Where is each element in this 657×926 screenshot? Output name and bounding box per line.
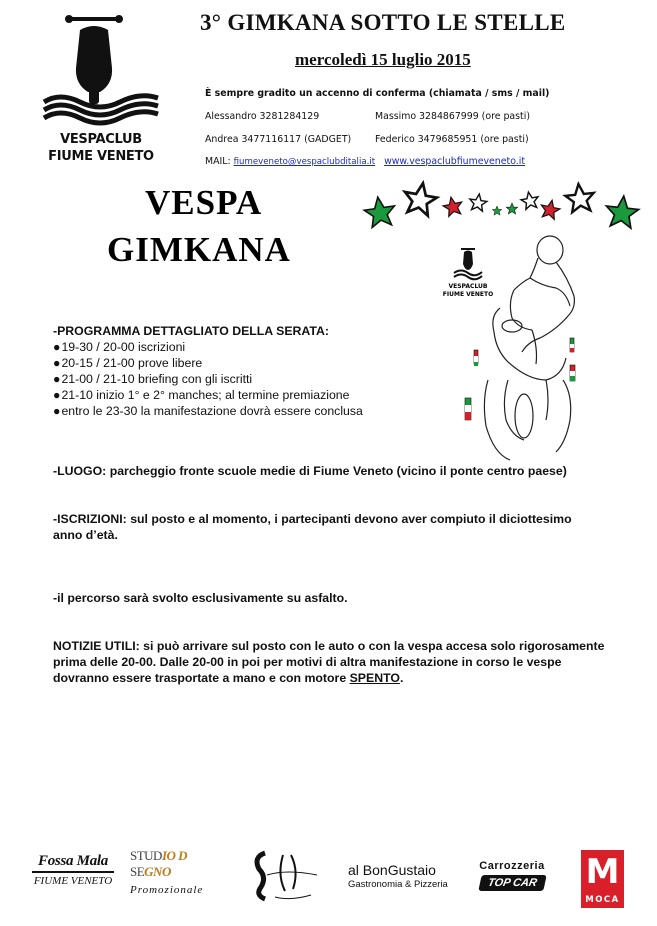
topcar-badge: TOP CAR bbox=[478, 875, 546, 891]
fossa-mala-title: Fossa Mala bbox=[38, 853, 108, 869]
sponsor-topcar bbox=[470, 860, 554, 891]
flag-pole-icon bbox=[570, 338, 574, 352]
program-item: ●entro le 23-30 la manifestazione dovrà essere conclusa bbox=[53, 404, 363, 418]
mail-link[interactable]: fiumeveneto@vespaclubditalia.it bbox=[233, 157, 376, 167]
vespa-logo-icon bbox=[40, 10, 162, 130]
divider bbox=[32, 871, 114, 873]
star-icon bbox=[539, 198, 561, 220]
sponsor-studio: STUDIO D SEGNO Promozionale bbox=[130, 848, 234, 896]
star-icon bbox=[363, 195, 397, 228]
flag-pole-icon bbox=[570, 365, 575, 381]
title-vespa: VESPA bbox=[145, 183, 263, 222]
mail-row bbox=[205, 156, 525, 167]
badge-vespa-icon bbox=[454, 248, 482, 279]
event-date: mercoledì 15 luglio 2015 bbox=[295, 50, 471, 69]
flag-pole-icon bbox=[465, 398, 471, 420]
luogo-paragraph: -LUOGO: parcheggio fronte scuole medie di Fiume Veneto (vicino il ponte centro paese) bbox=[53, 464, 567, 478]
spento-emphasis: SPENTO bbox=[349, 671, 400, 685]
sponsor-moca bbox=[581, 850, 624, 908]
club-name-line2: FIUME VENETO bbox=[48, 149, 154, 164]
star-icon bbox=[468, 193, 487, 212]
rider-sketch bbox=[484, 236, 574, 460]
bongustaio-title: al BonGustaio bbox=[348, 862, 436, 878]
bongustaio-subtitle: Gastronomia & Pizzeria bbox=[348, 879, 448, 890]
topcar-title: Carrozzeria bbox=[479, 860, 545, 872]
flag-pole-icon bbox=[474, 350, 478, 366]
contact-alessandro: Alessandro 3281284129 bbox=[205, 111, 320, 122]
sponsor-fossa-mala bbox=[26, 853, 120, 887]
star-icon bbox=[604, 194, 639, 228]
website-link[interactable]: www.vespaclubfiumeveneto.it bbox=[384, 156, 526, 167]
program-section bbox=[53, 323, 363, 419]
club-name-line1: VESPACLUB bbox=[60, 132, 142, 147]
program-item: ●19-30 / 20-00 iscrizioni bbox=[53, 340, 186, 354]
fossa-mala-subtitle: FIUME VENETO bbox=[33, 875, 113, 887]
contact-federico: Federico 3479685951 (ore pasti) bbox=[375, 134, 529, 145]
star-icon bbox=[492, 206, 502, 215]
program-item: ●20-15 / 21-00 prove libere bbox=[53, 356, 203, 370]
percorso-paragraph: -il percorso sarà svolto esclusivamente su asfalto. bbox=[53, 591, 348, 605]
star-icon bbox=[402, 180, 439, 216]
star-icon bbox=[520, 191, 540, 210]
star-icon bbox=[506, 203, 517, 214]
vespaclub-logo bbox=[40, 10, 162, 172]
contact-massimo: Massimo 3284867999 (ore pasti) bbox=[375, 111, 530, 122]
program-item: ●21-00 / 21-10 briefing con gli iscritti bbox=[53, 372, 253, 386]
contact-andrea: Andrea 3477116117 (GADGET) bbox=[205, 134, 352, 145]
badge-line2: FIUME VENETO bbox=[442, 291, 494, 298]
sponsor-bongustaio bbox=[348, 862, 448, 890]
star-icon bbox=[442, 195, 464, 217]
star-icon bbox=[564, 183, 595, 213]
confirmation-note: È sempre gradito un accenno di conferma (chiamata / sms / mail) bbox=[205, 88, 550, 99]
mail-label: MAIL: bbox=[205, 156, 231, 167]
program-item: ●21-10 inizio 1° e 2° manches; al termine premiazione bbox=[53, 388, 350, 402]
badge-line1: VESPACLUB bbox=[448, 283, 488, 290]
sponsor-sartoria-logo bbox=[247, 845, 327, 905]
moca-letter: M bbox=[585, 852, 620, 892]
notizie-paragraph: NOTIZIE UTILI: si può arrivare sul posto con le auto o con la vespa accesa solo rigorosamente prima delle 20-00. Dalle 20-00 in poi per motivi di altra manifestazione in corso le vespe dovranno essere trasportate a mano e con motore SPENTO. bbox=[53, 639, 605, 685]
title-gimkana: GIMKANA bbox=[107, 230, 291, 269]
vespa-rider-illustration bbox=[438, 230, 583, 462]
event-headline: 3° GIMKANA SOTTO LE STELLE bbox=[200, 10, 566, 35]
studio-subtitle: Promozionale bbox=[130, 884, 204, 896]
iscrizioni-paragraph: -ISCRIZIONI: sul posto e al momento, i partecipanti devono aver compiuto il diciottesimo anno d’età. bbox=[53, 512, 572, 542]
program-heading: -PROGRAMMA DETTAGLIATO DELLA SERATA: bbox=[53, 324, 329, 338]
moca-name: MOCA bbox=[585, 895, 620, 905]
